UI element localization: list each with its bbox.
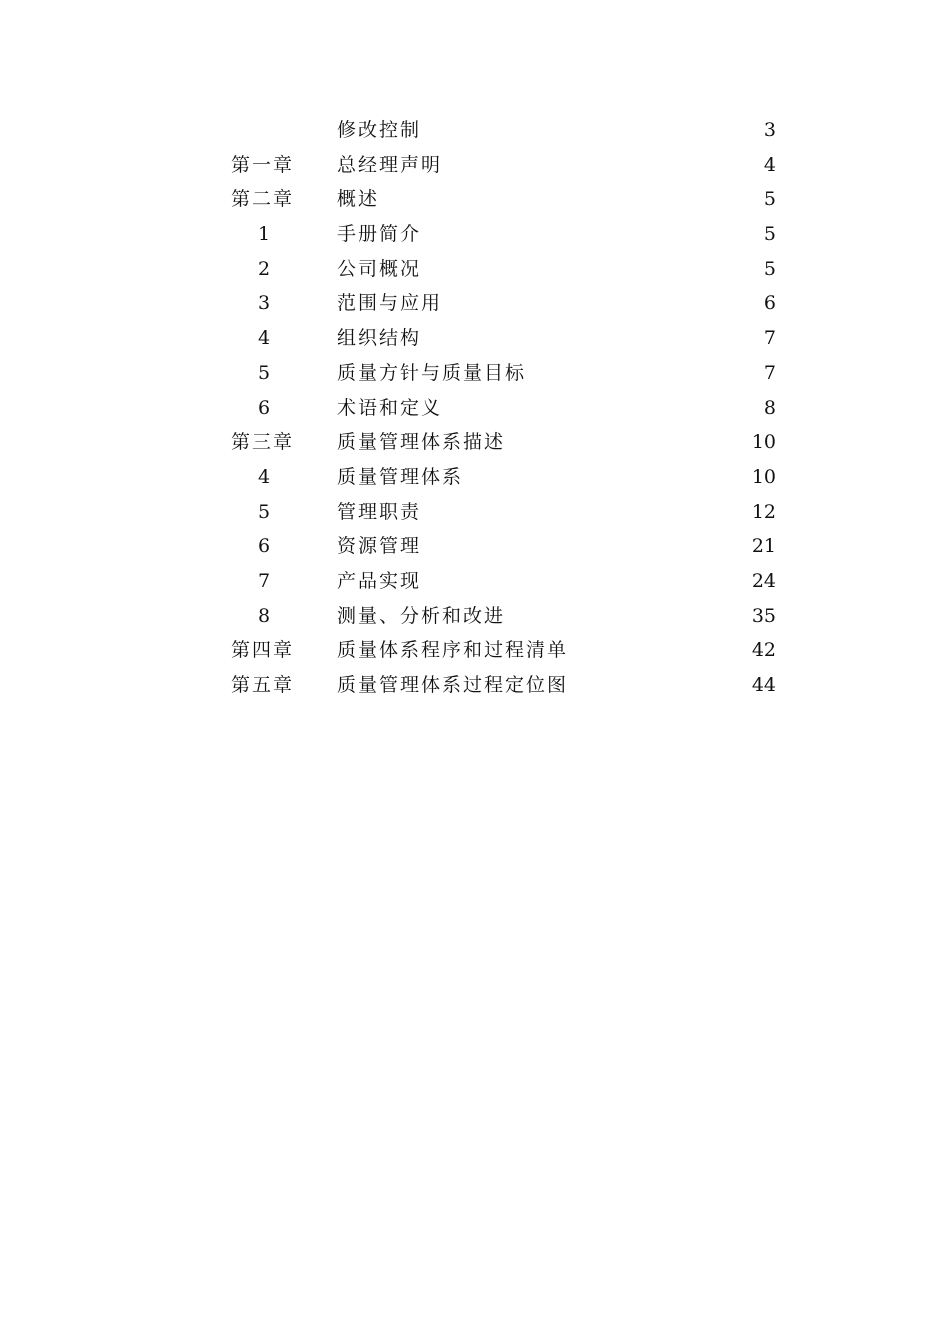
- toc-entry-title: 质量方针与质量目标: [337, 361, 527, 384]
- toc-entry-section[interactable]: [0, 391, 950, 426]
- toc-entry-title: 手册简介: [337, 223, 422, 246]
- toc-entry-number: 1: [257, 223, 271, 246]
- toc-entry-title: 产品实现: [337, 569, 422, 592]
- toc-entry-number: 6: [257, 535, 271, 558]
- toc-entry-number: 第一章: [231, 153, 295, 176]
- toc-entry-page: 24: [751, 569, 776, 592]
- toc-entry-number: 7: [257, 569, 271, 592]
- toc-entry-page: 5: [763, 223, 776, 246]
- toc-entry-section[interactable]: [0, 460, 950, 495]
- toc-entry-page: 4: [763, 153, 776, 176]
- toc-entry-section[interactable]: [0, 599, 950, 634]
- toc-entry-page: 7: [763, 327, 776, 350]
- toc-entry-title: 术语和定义: [337, 396, 443, 419]
- toc-entry-number: 3: [257, 292, 271, 315]
- toc-entry-chapter-1[interactable]: [0, 148, 950, 183]
- toc-entry-title: 质量体系程序和过程清单: [337, 639, 569, 662]
- toc-entry-title: 公司概况: [337, 257, 422, 280]
- toc-entry-section[interactable]: [0, 529, 950, 564]
- toc-entry-section[interactable]: [0, 495, 950, 530]
- toc-entry-page: 35: [751, 604, 776, 627]
- toc-entry-number: 2: [257, 257, 271, 280]
- toc-entry-section[interactable]: [0, 321, 950, 356]
- toc-entry-page: 5: [763, 188, 776, 211]
- toc-entry-title: 测量、分析和改进: [337, 604, 506, 627]
- toc-entry-page: 42: [751, 639, 776, 662]
- toc-entry-title: 资源管理: [337, 535, 422, 558]
- toc-entry-section[interactable]: [0, 564, 950, 599]
- toc-entry-title: 质量管理体系描述: [337, 431, 506, 454]
- toc-entry-page: 3: [763, 119, 776, 141]
- toc-entry-title: 管理职责: [337, 500, 422, 523]
- toc-entry-title: 概述: [337, 188, 380, 211]
- toc-entry-number: 第四章: [231, 639, 295, 662]
- toc-entry-page: 10: [751, 465, 776, 488]
- toc-entry-page: 6: [763, 292, 776, 315]
- toc-entry-number: 6: [257, 396, 271, 419]
- toc-entry-number: 8: [257, 604, 271, 627]
- toc-entry-title: 范围与应用: [337, 292, 443, 315]
- table-of-contents: [0, 113, 950, 703]
- toc-entry-title: 组织结构: [337, 327, 422, 350]
- toc-entry-number: 5: [257, 361, 271, 384]
- toc-entry-title: 修改控制: [337, 119, 422, 141]
- toc-entry-page: 10: [751, 431, 776, 454]
- toc-entry-chapter-2[interactable]: [0, 182, 950, 217]
- toc-entry-chapter-3[interactable]: [0, 425, 950, 460]
- toc-entry-number: 4: [257, 465, 271, 488]
- toc-entry-chapter-4[interactable]: [0, 633, 950, 668]
- toc-entry-section[interactable]: [0, 356, 950, 391]
- toc-entry-section[interactable]: [0, 252, 950, 287]
- toc-entry-number: 第五章: [231, 674, 295, 696]
- toc-entry-number: 第三章: [231, 431, 295, 454]
- toc-entry-title: 总经理声明: [337, 153, 443, 176]
- toc-entry-number: 第二章: [231, 188, 295, 211]
- toc-entry-chapter-5[interactable]: [0, 668, 950, 703]
- toc-entry-section[interactable]: [0, 286, 950, 321]
- toc-entry-section[interactable]: [0, 217, 950, 252]
- toc-entry-number: 5: [257, 500, 271, 523]
- toc-entry-page: 21: [751, 535, 776, 558]
- toc-entry-page: 5: [763, 257, 776, 280]
- toc-entry-revision-control[interactable]: [0, 113, 950, 148]
- toc-entry-title: 质量管理体系过程定位图: [337, 674, 569, 696]
- toc-entry-page: 8: [763, 396, 776, 419]
- toc-entry-title: 质量管理体系: [337, 465, 464, 488]
- toc-entry-number: 4: [257, 327, 271, 350]
- toc-entry-page: 7: [763, 361, 776, 384]
- toc-entry-page: 44: [751, 674, 776, 696]
- toc-entry-page: 12: [751, 500, 776, 523]
